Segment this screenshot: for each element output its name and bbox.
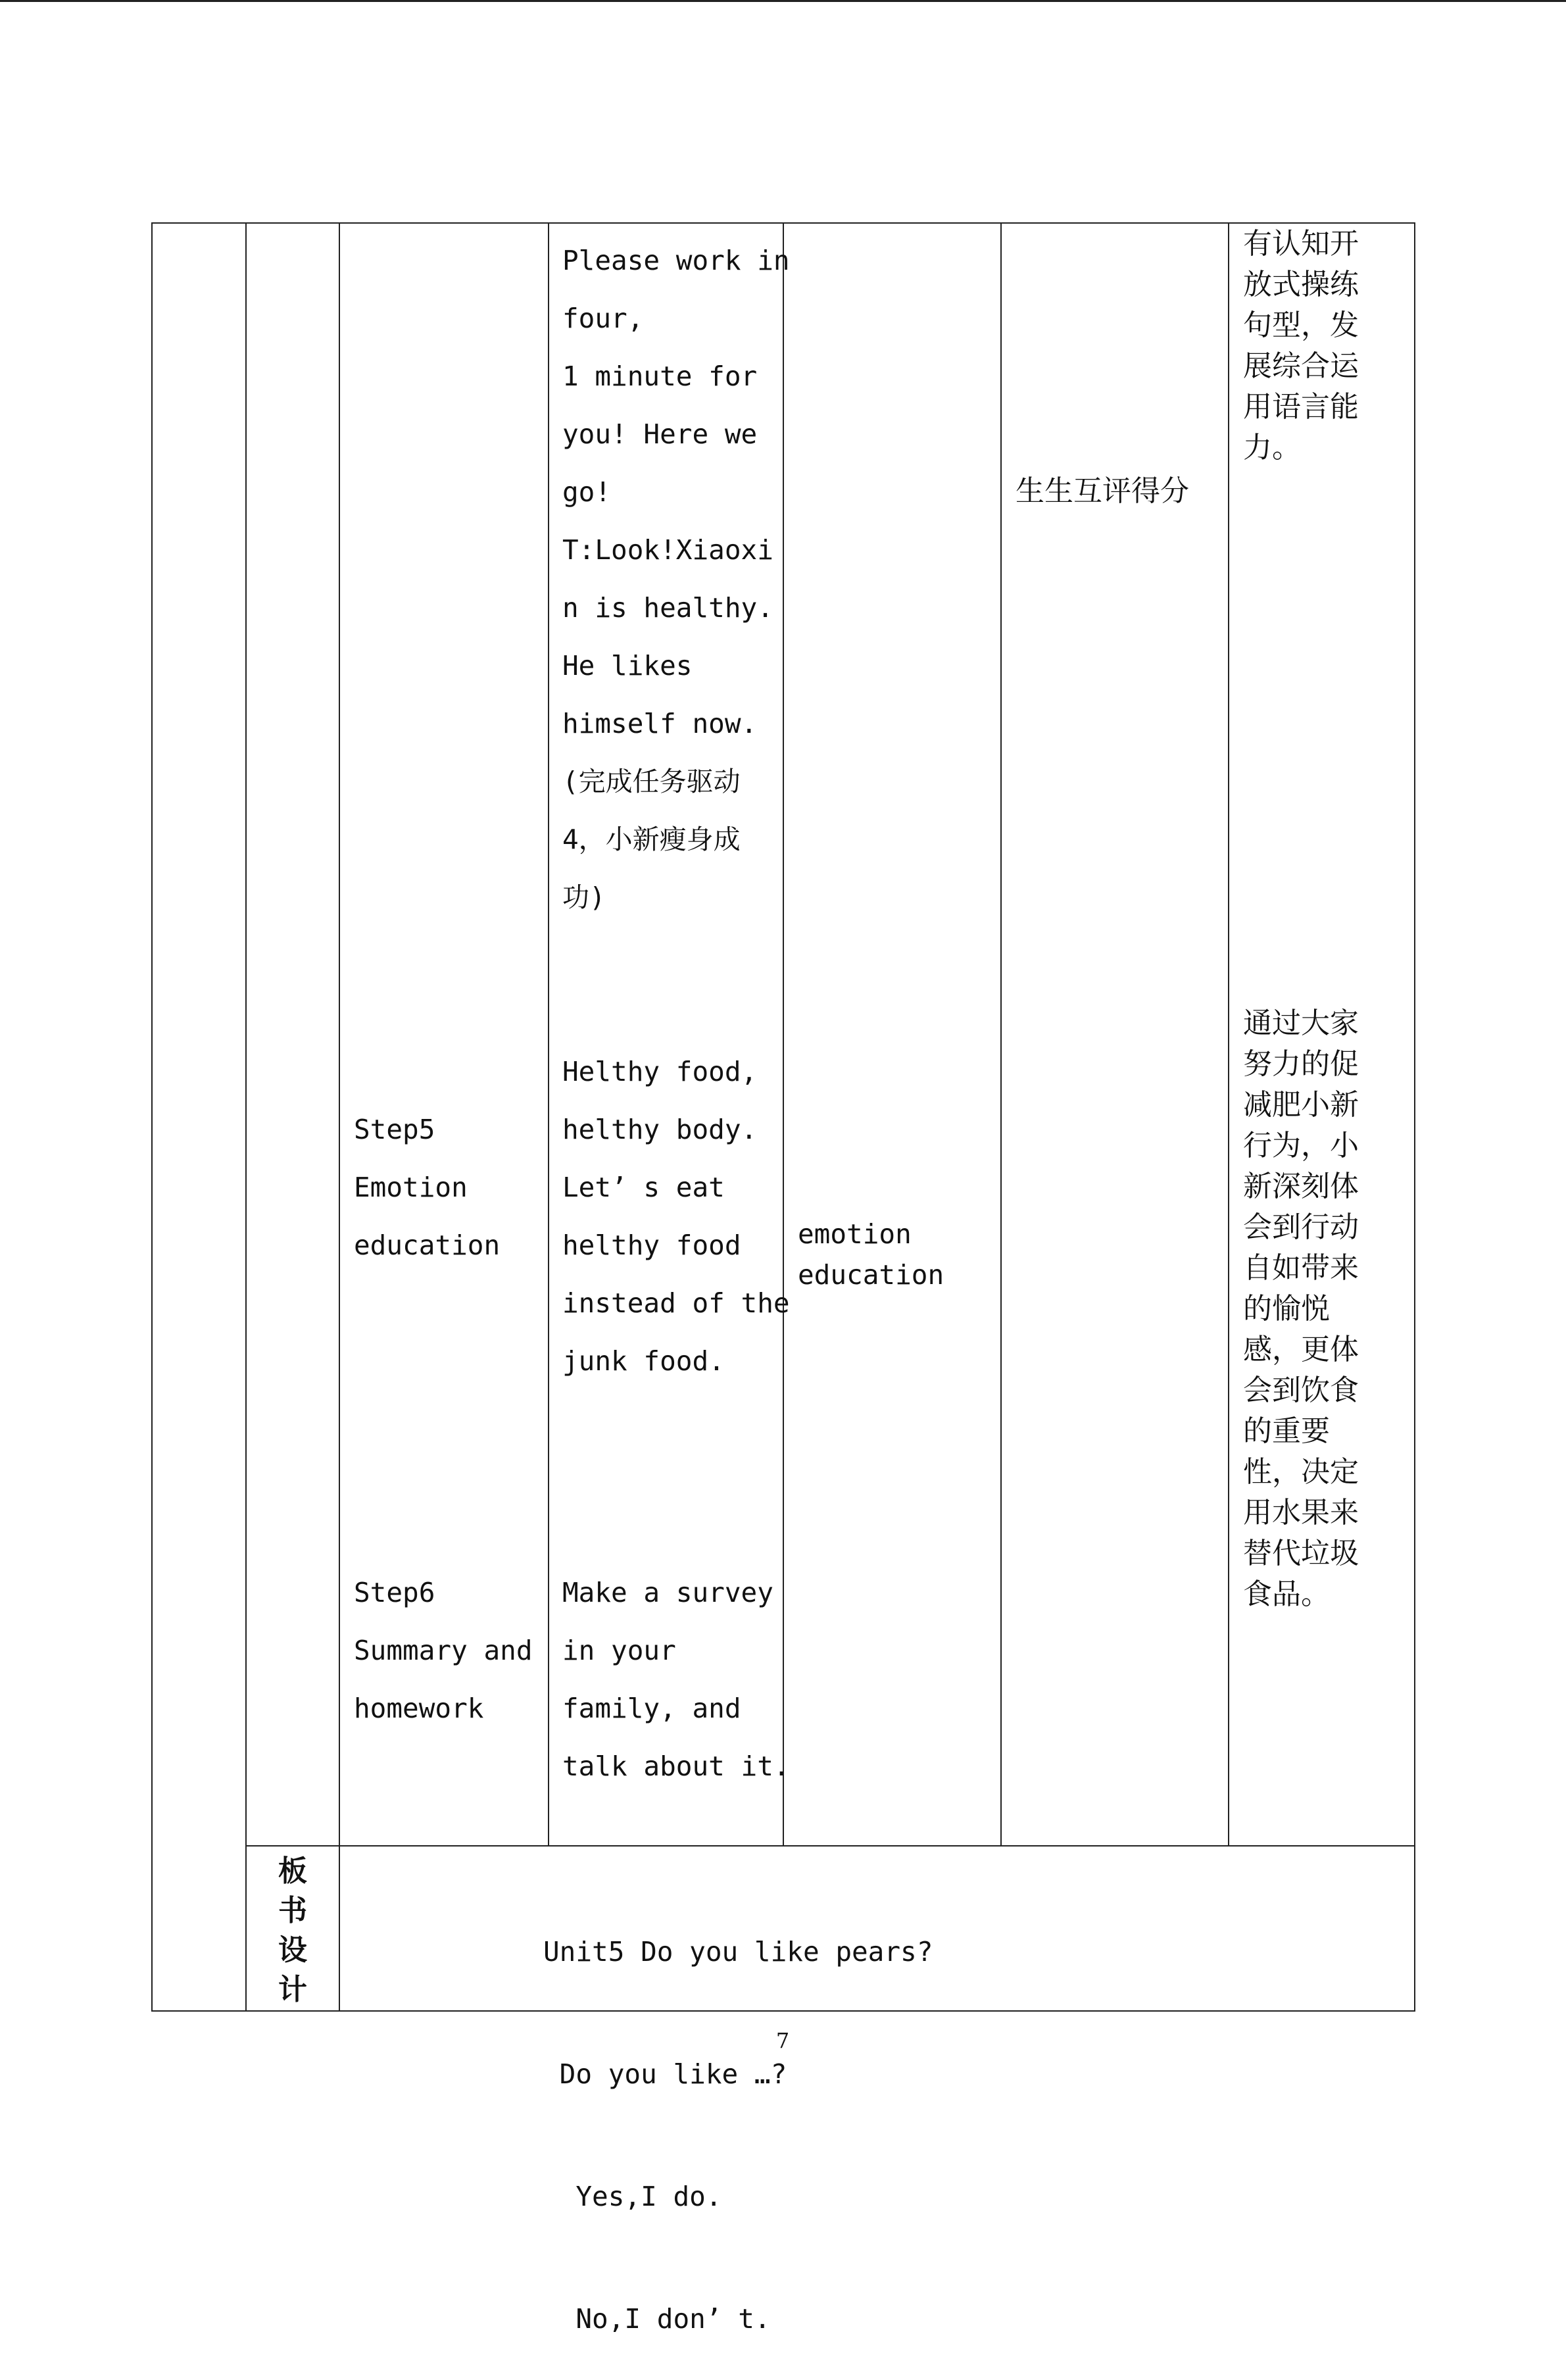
step6-name-line: homework	[354, 1693, 484, 1724]
intent-line: 会到行动	[1243, 1210, 1359, 1244]
student-activity-line: emotion	[798, 1218, 912, 1250]
activity-line: instead of the	[562, 1287, 790, 1319]
step6-title: Step6	[354, 1577, 435, 1608]
intent-line: 会到饮食	[1243, 1374, 1359, 1407]
activity-line: helthy food	[562, 1229, 741, 1261]
activity-line: four,	[562, 303, 644, 334]
activity-line: talk about it.	[562, 1750, 790, 1782]
activity-line: Let’ s eat	[562, 1172, 725, 1203]
intent-cell-first	[1243, 224, 1359, 468]
page-top-border	[0, 0, 1566, 2]
intent-line: 食品。	[1243, 1577, 1330, 1611]
intent-cell-second	[1243, 1003, 1359, 1615]
activity-line: you! Here we	[562, 418, 758, 450]
activity-line: He likes	[562, 650, 693, 682]
board-label-char: 书	[278, 1894, 307, 1927]
step5-name-line: education	[354, 1229, 501, 1261]
activity-line: junk food.	[562, 1345, 725, 1377]
activity-line: Helthy food,	[562, 1056, 758, 1087]
intent-line: 用语言能	[1243, 390, 1359, 424]
activity-line: T:Look!Xiaoxi	[562, 534, 773, 566]
board-row-divider	[245, 1845, 1415, 1847]
activity-line: 4，小新瘦身成	[562, 824, 741, 855]
board-label-char: 计	[278, 1973, 307, 2006]
board-line: Unit5 Do you like pears?	[543, 1936, 933, 1968]
intent-line: 性，决定	[1243, 1455, 1359, 1489]
intent-line: 行为，小	[1243, 1129, 1359, 1162]
page-number: 7	[775, 2028, 790, 2053]
activity-line: in your	[562, 1635, 676, 1666]
intent-line: 用水果来	[1243, 1496, 1359, 1529]
intent-line: 的愉悦	[1243, 1292, 1330, 1326]
intent-line: 放式操练	[1243, 268, 1359, 301]
intent-line: 力。	[1243, 431, 1301, 464]
intent-line: 自如带来	[1243, 1251, 1359, 1285]
step5-name-line: Emotion	[354, 1172, 468, 1203]
intent-line: 有认知开	[1243, 227, 1359, 260]
survey-activity-cell	[562, 1564, 790, 1795]
intent-line: 句型，发	[1243, 309, 1359, 342]
activity-line: n is healthy.	[562, 592, 773, 624]
activity-line: go!	[562, 476, 612, 508]
evaluation-text: 生生互评得分	[1015, 474, 1189, 508]
board-design-label	[247, 1852, 338, 2010]
activity-line: family, and	[562, 1693, 741, 1724]
board-line: No,I don’ t.	[543, 2303, 771, 2335]
intent-line: 展综合运	[1243, 349, 1359, 383]
board-design-content	[543, 1850, 933, 2380]
group-work-cell	[562, 232, 790, 926]
step6-name-line: Summary and	[354, 1635, 533, 1666]
activity-line: Please work in	[562, 245, 790, 276]
intent-line: 替代垃圾	[1243, 1537, 1359, 1570]
board-label-char: 设	[278, 1933, 307, 1967]
column-divider-2	[339, 222, 340, 2012]
column-divider-3	[548, 222, 549, 1847]
step5-cell	[354, 1101, 500, 1274]
column-divider-1	[245, 222, 247, 2012]
board-line: Do you like …?	[543, 2058, 787, 2090]
evaluation-cell	[1015, 471, 1189, 512]
table-left-border	[151, 222, 153, 2012]
activity-line: Make a survey	[562, 1577, 773, 1608]
board-line: Yes,I do.	[543, 2181, 722, 2212]
student-activity-line: education	[798, 1259, 944, 1291]
intent-line: 的重要	[1243, 1414, 1330, 1448]
activity-line: helthy body.	[562, 1114, 758, 1145]
intent-line: 减肥小新	[1243, 1088, 1359, 1122]
student-activity-cell	[798, 1214, 944, 1295]
intent-line: 通过大家	[1243, 1006, 1359, 1040]
emotion-activity-cell	[562, 1043, 790, 1390]
intent-line: 感，更体	[1243, 1333, 1359, 1366]
column-divider-6	[1228, 222, 1229, 1847]
activity-line: himself now.	[562, 708, 758, 739]
intent-line: 新深刻体	[1243, 1170, 1359, 1203]
board-label-char: 板	[278, 1854, 307, 1888]
intent-line: 努力的促	[1243, 1047, 1359, 1081]
step5-title: Step5	[354, 1114, 435, 1145]
step6-cell	[354, 1564, 533, 1737]
activity-line: (完成任务驱动	[562, 766, 741, 797]
activity-line: 功)	[562, 881, 606, 913]
table-right-border	[1414, 222, 1415, 2012]
activity-line: 1 minute for	[562, 360, 758, 392]
column-divider-5	[1000, 222, 1002, 1847]
